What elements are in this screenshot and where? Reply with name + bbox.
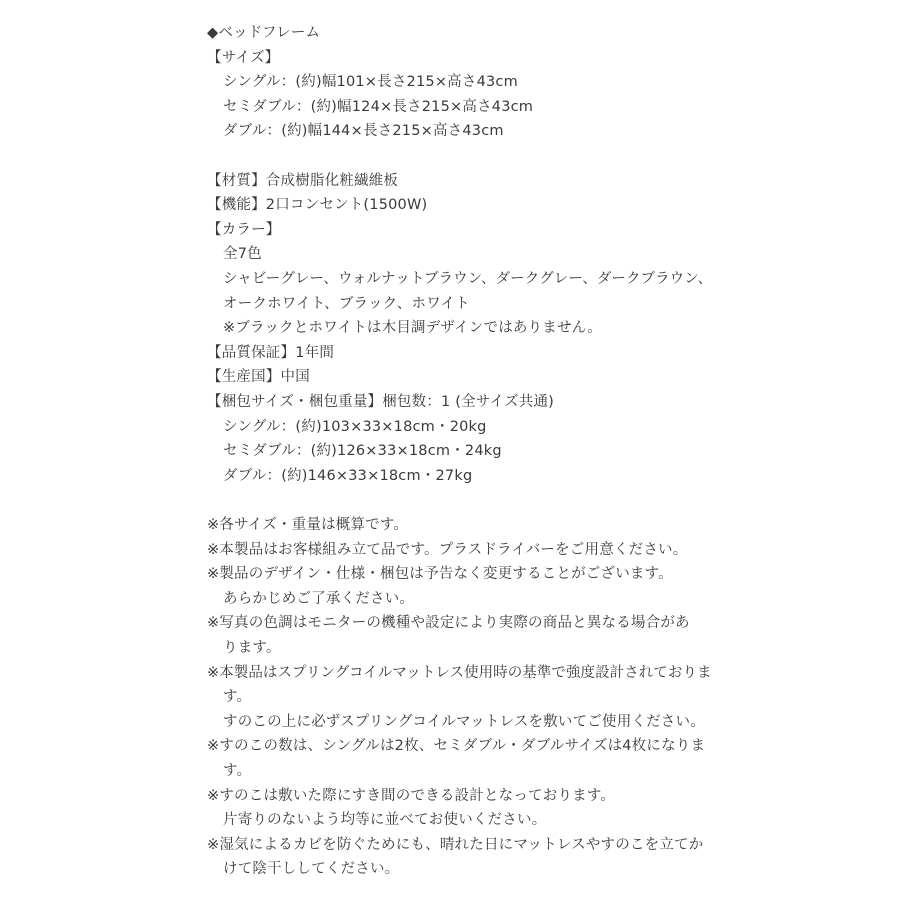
text-line-35: けて陰干ししてください。	[223, 861, 400, 878]
text-line-31: す。	[223, 763, 252, 779]
text-line-4: セミダブル：(約)幅124×長さ215×高さ43cm	[223, 98, 534, 115]
text-line-8: 【機能】2口コンセント(1500W)	[207, 197, 428, 214]
text-line-5: ダブル：(約)幅144×長さ215×高さ43cm	[223, 123, 504, 140]
text-line-14: 【品質保証】1年間	[207, 344, 335, 361]
text-line-23: ※製品のデザイン・仕様・梱包は予告なく変更することがございます。	[207, 566, 673, 583]
text-line-30: ※すのこの数は、シングルは2枚、セミダブル・ダブルサイズは4枚になりま	[207, 738, 706, 755]
text-line-28: す。	[223, 689, 252, 706]
text-line-24: あらかじめご了承ください。	[223, 590, 415, 607]
text-line-13: ※ブラックとホワイトは木目調デザインではありません。	[223, 320, 602, 337]
text-line-29: すのこの上に必ずスプリングコイルマットレスを敷いてご使用ください。	[223, 713, 705, 730]
text-line-18: セミダブル：(約)126×33×18cm・24kg	[223, 443, 502, 460]
text-line-1: ◆ベッドフレーム	[207, 25, 321, 41]
text-line-9: 【カラー】	[207, 221, 281, 238]
text-line-26: ります。	[223, 640, 281, 656]
text-line-7: 【材質】合成樹脂化粧繊維板	[207, 172, 399, 189]
text-line-11: シャビーグレー、ウォルナットブラウン、ダークグレー、ダークブラウン、	[223, 271, 713, 287]
text-line-25: ※写真の色調はモニターの機種や設定により実際の商品と異なる場合があ	[207, 615, 690, 632]
text-line-17: シングル：(約)103×33×18cm・20kg	[223, 418, 487, 435]
text-line-2: 【サイズ】	[207, 49, 280, 66]
text-line-10: 全7色	[223, 246, 262, 263]
text-line-32: ※すのこは敷いた際にすき間のできる設計となっております。	[207, 787, 616, 804]
text-line-22: ※本製品はお客様組み立て品です。プラスドライバーをご用意ください。	[207, 541, 688, 558]
text-line-15: 【生産国】中国	[207, 369, 310, 386]
text-line-21: ※各サイズ・重量は概算です。	[207, 517, 409, 533]
text-line-34: ※湿気によるカビを防ぐためにも、晴れた日にマットレスやすのこを立てか	[207, 836, 704, 853]
text-line-3: シングル：(約)幅101×長さ215×高さ43cm	[223, 74, 518, 91]
text-line-33: 片寄りのないよう均等に並べてお使いください。	[223, 812, 547, 829]
text-line-16: 【梱包サイズ・梱包重量】梱包数：1 (全サイズ共通)	[207, 394, 555, 410]
text-line-27: ※本製品はスプリングコイルマットレス使用時の基準で強度設計されておりま	[207, 664, 712, 681]
text-line-19: ダブル：(約)146×33×18cm・27kg	[223, 467, 473, 484]
text-line-12: オークホワイト、ブラック、ホワイト	[223, 295, 470, 312]
